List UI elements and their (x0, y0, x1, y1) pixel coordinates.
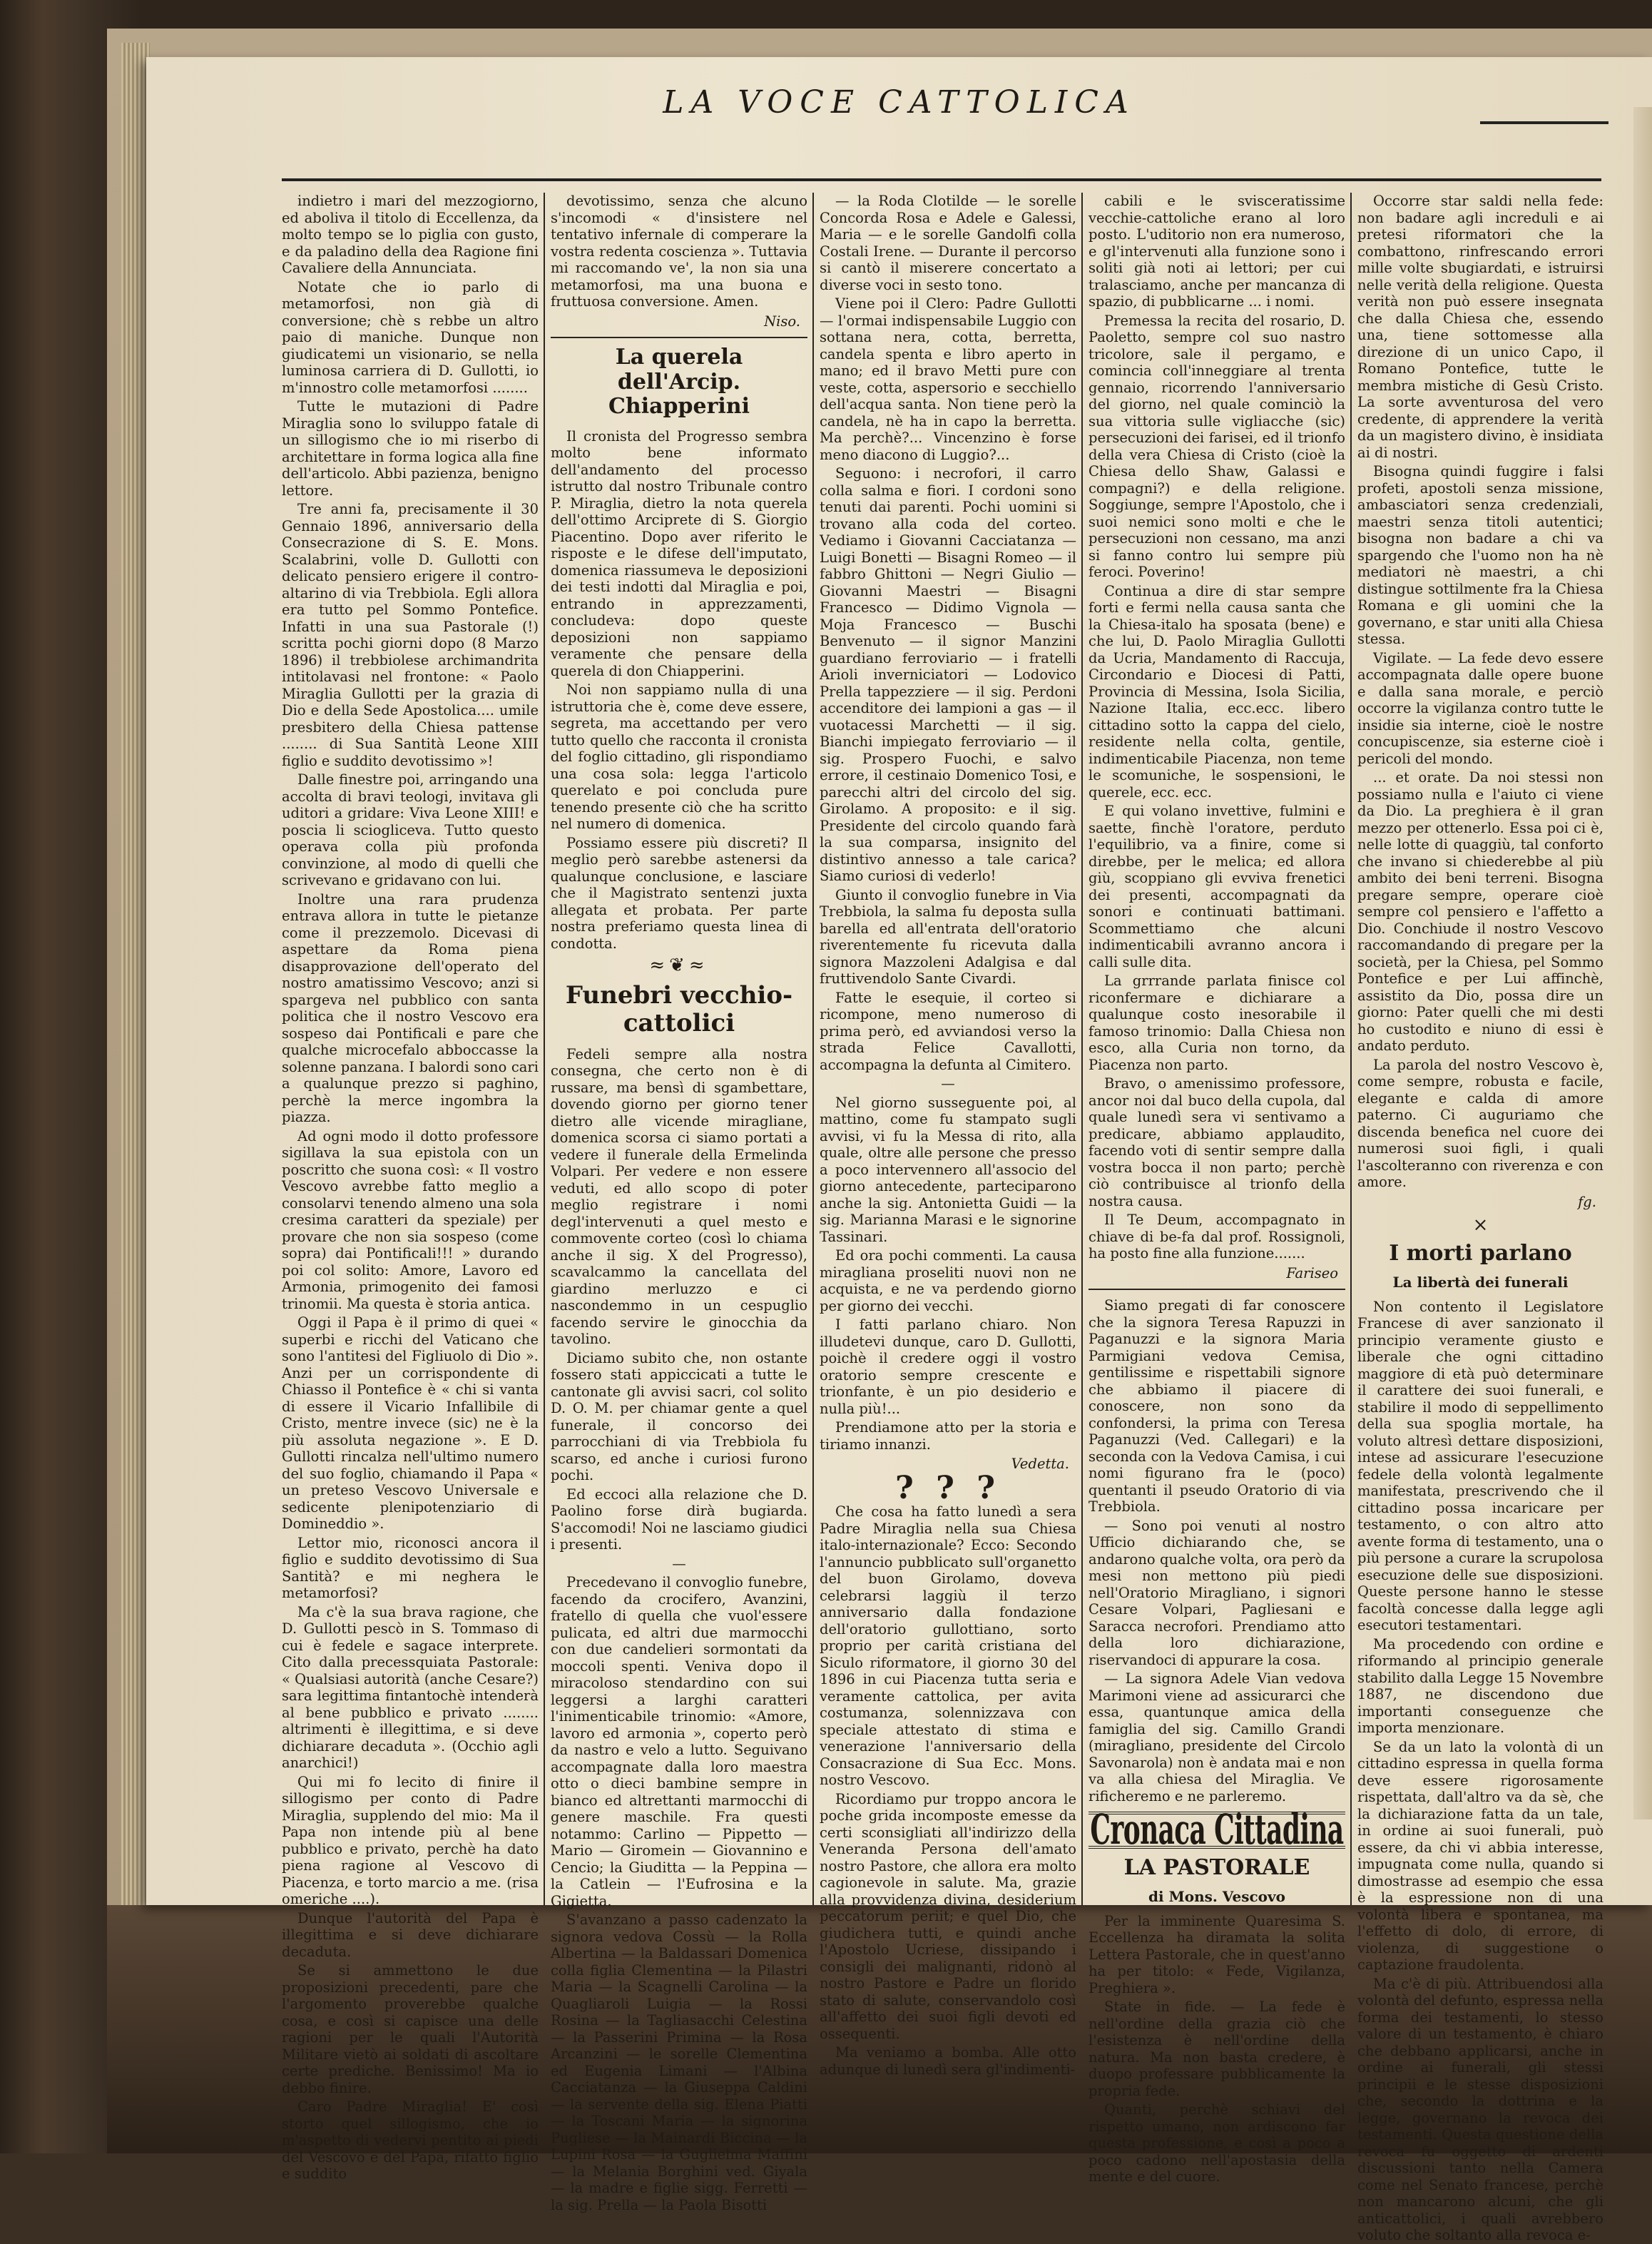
signature-vedetta: Vedetta. (1011, 1456, 1069, 1472)
paragraph: Tutte le mutazioni di Padre Miraglia sono lo sviluppo fatale di un sillogismo che io mi riserbo di architettare in forma logica alla fine dell'articolo. Abbi pazienza, benigno lettore. (282, 398, 539, 499)
paragraph: Tre anni fa, precisamente il 30 Gennaio 1896, anniversario della Consecrazione di S. E. Mons. Scalabrini, volle D. Gullotti con delicato pensiero erigere il contro-altarino di via Trebbiola. Egli allora era tutto pel Sommo Pontefice. Infatti in una sua Pastorale (!) scritta pochi giorni dopo (8 Marzo 1896) il trebbiolese archimandrita intitolavasi nel frontone: « Paolo Miraglia Gullotti per la grazia di Dio e della Sede Apostolica.... umile presbitero della Chiesa pattense ........ di Sua Santità Leone XIII figlio e suddito devotissimo »! (282, 501, 539, 769)
subheadline-pastorale: di Mons. Vescovo (1148, 1888, 1285, 1905)
paragraph: Possiamo essere più discreti? Il meglio però sarebbe astenersi da qualunque conclusione, e lasciare che il Magistrato sentenzi juxta allegata et probata. Per parte nostra preferiamo questa linea di condotta. (551, 834, 807, 952)
paragraph: S'avanzano a passo cadenzato la signora vedova Cossù — la Rolla Albertina — la Baldassari Domenica colla figlia Clementina — la Pilastri Maria — la Scagnelli Carolina — la Quagliaroli Luigia — la Rossi Rosina — la Tagliasacchi Celestina — la Passerini Primina — la Rosa Arcanzini — le sorelle Clementina ed Eugenia Limani — l'Albina Cacciatanza — la Giuseppa Caldini — la servente della sig. Elena Piatti — la Toscani Maria — la signorina Pugliese — la Mainardi Biccina — la Lupini Rosa — la Guglielma Maffini — la Melania Borghini ved. Giyala — la madre e figlie sigg. Ferretti — la sig. Prella — la Paola Bisotti (551, 1912, 807, 2213)
paragraph: Notate che io parlo di metamorfosi, non già di conversione; chè s rebbe un altro paio di maniche. Dunque non giudicatemi un visionario, se nella luminosa carriera di D. Gullotti, io m'innostro colle metamorfosi ........ (282, 278, 539, 396)
ornament: ≈❦≈ (649, 955, 709, 976)
adjacent-page-edge (1633, 107, 1652, 1819)
paragraph: Bravo, o amenissimo professore, ancor noi dal buco della cupola, dal quale lunedì sera vi sentivamo a predicare, abbiamo applaudito, facendo voti di sentir sempre dalla vostra bocca il non parto; perchè ciò contribuisce al trionfo della nostra causa. (1088, 1075, 1345, 1209)
paragraph: Il Te Deum, accompagnato in chiave di be-fa dal prof. Rossignoli, ha posto fine alla funzione....... (1088, 1212, 1345, 1261)
column-2-intro (551, 193, 807, 310)
paragraph: Il cronista del Progresso sembra molto bene informato dell'andamento del processo istrutto dal nostro Tribunale contro P. Miraglia, dietro la nota querela dell'ottimo Arciprete di S. Giorgio Piacentino. Dopo aver riferito le risposte e le difese dell'imputato, domenica riassumeva le deposizioni dei testi indotti dal Miraglia e poi, entrando in apprezzamenti, concludeva: dopo queste deposizioni non sappiamo veramente che pensare della querela di don Chiapperini. (551, 427, 807, 679)
column-divider-4 (1350, 193, 1352, 1905)
paragraph: indietro i mari del mezzogiorno, ed aboliva il titolo di Eccellenza, da molto tempo se lo piglia con gusto, e da paladino della dea Ragione fini Cavaliere della Annunciata. (282, 193, 539, 276)
headline-pastorale: LA PASTORALE (1123, 1854, 1310, 1880)
article-morti-body (1357, 1299, 1603, 2244)
paragraph: Premessa la recita del rosario, D. Paoletto, sempre col suo nastro tricolore, sale il pergamo, e comincia coll'inneggiare al trenta gennaio, ricorrendo l'anniversario del giorno, nel quale cominciò la sua vittoria sulle vigliacche (sic) persecuzioni dei farisei, ed il trionfo della vera Chiesa di Cristo (cioè la Chiesa dello Shaw, Galassi e compagni?) e della religione. Soggiunge, sempre l'Apostolo, che i suoi nemici sono molti e che le persecuzioni non cessano, ma anzi si fanno contro lui sempre più feroci. Poverino! (1088, 312, 1345, 580)
paragraph: cabili e le svisceratissime vecchie-cattoliche erano al loro posto. L'uditorio non era numeroso, e gl'intervenuti alla funzione sono i soliti già noti ai lettori; per cui tralasciamo, anche per mancanza di spazio, di pubblicarne ... i nomi. (1088, 193, 1345, 310)
paragraph: Ed ora pochi commenti. La causa miragliana proseliti nuovi non ne acquista, e ne va perdendo giorno per giorno dei vecchi. (820, 1247, 1076, 1314)
paragraph: Noi non sappiamo nulla di una istruttoria che è, come deve essere, segreta, ma accettando per vero tutto quello che racconta il cronista del foglio cittadino, gli rispondiamo una cosa sola: legga l'articolo querelato e poi concluda pure tenendo presente ciò che ha scritto nel numero di domenica. (551, 681, 807, 832)
section-header-cronaca: Cronaca Cittadina (1090, 1805, 1344, 1854)
paragraph: Dalle finestre poi, arringando una accolta di bravi teologi, invitava gli uditori a gridare: Viva Leone XIII! e poscia li sciogliceva. Tutto questo operava colla più profonda convinzione, al modo di quelli che scrivevano e gridavano con lui. (282, 771, 539, 888)
paragraph: Precedevano il convoglio funebre, facendo da crocifero, Avanzini, fratello di quella che vuol'essere pulicata, ed altri due marmocchi con due candelieri sormontati da moccoli spenti. Veniva dopo il miracoloso stendardino con sui leggersi a larghi caratteri l'inimenticabile trinomio: «Amore, lavoro ed armonia », coperto però da nastro e velo a lutto. Seguivano accompagnate dalla loro maestra otto o dieci bambine sempre in bianco ed altrettanti marmocchi di genere maschile. Fra questi notammo: Carlino — Pippetto — Mario — Giromein — Giovannino e Cencio; la Giuditta — la Peppina — la Catlein — l'Eufrosina e la Gigietta. (551, 1574, 807, 1909)
section-header-box (1088, 1805, 1345, 1854)
paragraph: Quanti, perchè schiavi del rispetto umano, non ardiscono far questa professione, e così a poco a poco cadono nell'apostasia della mente e del cuore. (1088, 2101, 1345, 2185)
headline-morti: I morti parlano (1389, 1240, 1572, 1266)
article-pastorale-body (1088, 1913, 1345, 2185)
paragraph: Continua a dire di star sempre forti e fermi nella causa santa che la Chiesa-italo ha sposata (bene) e che lui, D. Paolo Miraglia Gullotti da Ucria, Mandamento di Raccuja, Circondario e Diocesi di Patti, Provincia di Messina, Isola Sicilia, Nazione Italia, ecc.ecc. libero cittadino sotto la cappa del cielo, residente nella colta, gentile, indimenticabile Piacenza, non teme le scomuniche, le sospensioni, le querele, ecc. ecc. (1088, 582, 1345, 801)
newspaper-page (146, 57, 1652, 2243)
paragraph: Ma c'è di più. Attribuendosi alla volontà del defunto, espressa nella forma dei testamenti, lo stesso valore di un testamento, è chiaro che debbano applicarsi, anche in ordine ai funerali, gli stessi principii e le stesse disposizioni che, secondo la dottrina e la legge, governano la revoca dei testamenti. Questa questione della revoca fu oggetto di ardenti discussioni tanto nella Camera come nel Senato francese, perchè non mancarono alcuni, che gli anticattolici, i quali avrebbero voluto che soltanto alla revoca e- (1357, 1975, 1603, 2243)
headline-querela: La querela dell'Arcip. Chiapperini (608, 345, 750, 419)
paragraph: — (672, 1555, 686, 1572)
paragraph: — (941, 1075, 955, 1092)
column-2 (551, 193, 807, 2213)
article-anniversario-body (820, 1503, 1076, 2078)
article-pastorale-continued (1357, 193, 1603, 1191)
paragraph: Fatte le esequie, il corteo si ricompone, meno numeroso di prima però, ed avviandosi verso la strada Felice Cavallotti, accompagna la defunta al Cimitero. (820, 989, 1076, 1073)
paragraph: Ed eccoci alla relazione che D. Paolino forse dirà bugiarda. S'accomodi! Noi ne lasciamo giudici i presenti. (551, 1486, 807, 1553)
paragraph: ... et orate. Da noi stessi non possiamo nulla e l'aiuto ci viene da Dio. La preghiera è il gran mezzo per ottenerlo. Essa poi ci è, nelle lotte di quaggiù, tal conforto che invano si chiederebbe al più ambito dei beni terreni. Bisogna pregare sempre, operare cioè sempre col pensiero e l'affetto a Dio. Conchiude il nostro Vescovo raccomandando di pregare per la società, per la Chiesa, pel Sommo Pontefice e per Lui affinchè, assistito da Dio, possa dire un giorno: Pater quelli che mi desti ho custodito e niuno di essi è andato perduto. (1357, 769, 1603, 1054)
headline-question-marks: ? ? ? (895, 1469, 1001, 1506)
signature-niso: Niso. (764, 313, 800, 330)
paragraph: — la Roda Clotilde — le sorelle Concorda Rosa e Adele e Galessi, Maria — e le sorelle Gandolfi colla Costali Irene. — Durante il percorso si cantò il miserere concertato a diverse voci in sesto tono. (820, 193, 1076, 293)
article-anniversario-continued (1088, 193, 1345, 1262)
paragraph: Non contento il Legislatore Francese di aver sanzionato il principio veramente giusto e liberale che ogni cittadino maggiore di età può determinare il carattere dei suoi funerali, e stabilire il modo di seppellimento della sua spoglia mortale, ha voluto altresì dettare disposizioni, intese ad assicurare l'esecuzione fedele della volontà legalmente manifestata, prescrivendo che il cittadino possa incaricare per testamento, o con altro atto avente forma di testamento, una o più persone a curare la scrupolosa esecuzione delle sue disposizioni. Queste persone hanno le stesse facoltà concesse dalla legge agli esecutori testamentari. (1357, 1298, 1603, 1633)
paragraph: Seguono: i necrofori, il carro colla salma e fiori. I cordoni sono tenuti dai parenti. Pochi uomini si trovano alla coda del corteo. Vediamo i Giovanni Cacciatanza — Luigi Bonetti — Bisagni Romeo — il fabbro Ghittoni — Negri Giulio — Giovanni Maestri — Bisagni Francesco — Didimo Vignola — Moja Francesco — Buschi Benvenuto — il signor Manzini guardiano ferroviario — i fratelli Arioli inverniciatori — Lodovico Prella tappezziere — il sig. Perdoni accenditore dei lampioni a gas — il vuotacessi Marchetti — il sig. Bianchi impiegato ferroviario — il sig. Prospero Fuochi, e salvo errore, il cestinaio Domenico Tosi, e parecchi altri del circolo del sig. Girolamo. A proposito: e il sig. Presidente del circolo quando farà la sua comparsa, insignito del distintivo annesso a tale carica? Siamo curiosi di vederlo! (820, 465, 1076, 884)
column-divider-3 (1081, 193, 1083, 1905)
paragraph: Vigilate. — La fede devo essere accompagnata dalle opere buone e dalla sana morale, e perciò occorre la vigilanza contro tutte le insidie sia interne, cioè le nostre concupiscenze, sia esterne cioè i pericoli del mondo. (1357, 649, 1603, 767)
column-5 (1357, 193, 1603, 2243)
column-1 (282, 193, 539, 2182)
column-divider-2 (812, 193, 814, 1905)
paragraph: Qui mi fo lecito di finire il sillogismo per conto di Padre Miraglia, supplendo del mio: Ma il Papa non intende più al bene pubblico e privato, perchè ha dato piena ragione al Vescovo di Piacenza, e torto marcio a me. (risa omeriche ....). (282, 1773, 539, 1907)
masthead: LA VOCE CATTOLICA (663, 84, 1136, 121)
paragraph: Inoltre una rara prudenza entrava allora in tutte le pietanze come il prezzemolo. Dicevasi di aspettare da Roma piena disapprovazione dell'operato del nostro amatissimo Vescovo; anzi si spargeva nel pubblico con santa politica che il nostro Vescovo era sospeso dai Pontificali e pare che qualche microcefalo abboccasse la solenne panzana. I balordi sono cari a qualunque prezzo si paghino, perchè la merce ingombra la piazza. (282, 890, 539, 1125)
signature-fg: fg. (1578, 1193, 1596, 1210)
paragraph: Ma veniamo a bomba. Alle otto adunque di lunedì sera gl'indimenti- (820, 2044, 1076, 2078)
paragraph: Nel giorno susseguente poi, al mattino, come fu stampato sugli avvisi, vi fu la Messa di rito, alla quale, oltre alle persone che presso a poco intervennero all'associo del giorno antecedente, parteciparono anche la sig. Antonietta Guidi — la sig. Marianna Marasi e le signorine Tassinari. (820, 1094, 1076, 1245)
signature-fariseo: Fariseo (1286, 1264, 1338, 1281)
paragraph: I fatti parlano chiaro. Non illudetevi dunque, caro D. Gullotti, poichè il credere oggi il vostro oratorio sempre crescente e trionfante, è un pio desiderio e nulla più!... (820, 1316, 1076, 1417)
paper-stack-edge (121, 43, 150, 1912)
paragraph: State in fide. — La fede è nell'ordine della grazia ciò che l'esistenza è nell'ordine della natura. Ma non basta credere, è duopo professare pubblicamente la propria fede. (1088, 1999, 1345, 2099)
paragraph: Viene poi il Clero: Padre Gullotti — l'ormai indispensabile Luggio con sottana nera, cotta, berretta, candela spenta e libro aperto in mano; ed il bravo Metti pure con veste, cotta, aspersorio e secchiello dell'acqua santa. Non tiene però la candela, nè ha in capo la berretta. Ma perchè?... Vincenzino è forse meno diacono di Luggio?... (820, 295, 1076, 463)
paragraph: Giunto il convoglio funebre in Via Trebbiola, la salma fu deposta sulla barella ed all'entrata dell'oratorio riverentemente fu ricevuta dalla signora Mazzoleni Adalgisa e dal fruttivendolo Sante Civardi. (820, 886, 1076, 987)
rule (1088, 1289, 1345, 1290)
paragraph: Ad ogni modo il dotto professore sigillava la sua epistola con un poscritto che suona così: « Il vostro Vescovo avrebbe fatto meglio a consolarvi tenendo almeno una sola cresima caratteri da speziale) per provare che non sia sospeso (come sopra) dai Pontificali!!! » durando poi col solito: Amore, Lavoro ed Armonia, primogenito dei famosi trinomii. Ma questa è storia antica. (282, 1127, 539, 1312)
paragraph: Diciamo subito che, non ostante fossero stati appiccicati a tutte le cantonate gli avvisi sacri, col solito D. O. M. per chiamar gente a quel funerale, il concorso dei parrocchiani di via Trebbiola fu scarso, ed anche i curiosi furono pochi. (551, 1349, 807, 1484)
paragraph: E qui volano invettive, fulmini e saette, finchè l'oratore, perduto l'equilibrio, va a finire, come si direbbe, per le melica; ed allora giù, scoppiano gli evviva frenetici dei presenti, accompagnati da sonori e continuati battimani. Scommettiamo che alcuni indimenticabili avranno ancora i calli sulle dita. (1088, 803, 1345, 970)
paragraph: Oggi il Papa è il primo di quei « superbi e ricchi del Vaticano che sono l'antitesi del Figliuolo di Dio ». Anzi per un corrispondente di Chiasso il Pontefice è « chi si vanta di essere il Vicario Infallibile di Cristo, mentre invece (sic) ne è la più assoluta negazione ». E D. Gullotti rincalza nell'ultimo numero del suo foglio, chiamando il Papa « un preteso Vescovo Universale e sedicente plenipotenziario di Domineddio ». (282, 1314, 539, 1532)
article-funebri-continued (820, 193, 1076, 1453)
paragraph: Ma procedendo con ordine e riformando al principio generale stabilito dalla Legge 15 Novembre 1887, ne discendono due importanti conseguenze che importa menzionare. (1357, 1635, 1603, 1736)
paragraph: Bisogna quindi fuggire i falsi profeti, apostoli senza missione, ambasciatori senza credenziali, maestri senza titoli autentici; bisogna non badare a chi va spargendo che l'uomo non ha nè mediatori nè maestri, a chi distingue sottilmente fra la Chiesa Romana e gli uomini che la governano, e star uniti alla Chiesa stessa. (1357, 463, 1603, 647)
article-funebri-body (551, 1046, 807, 2214)
paragraph: Siamo pregati di far conoscere che la signora Teresa Rapuzzi in Paganuzzi e la signora Maria Parmigiani vedova Cemisa, gentilissime e rispettabili signore che abbiamo il piacere di conoscere, non sono da confondersi, la prima con Teresa Paganuzzi (Ved. Callegari) e la seconda con la Vedova Camisa, i cui nomi figurano fra le (poco) quentanti il pseudo Oratorio di via Trebbiola. (1088, 1297, 1345, 1515)
paragraph: Che cosa ha fatto lunedì a sera Padre Miraglia nella sua Chiesa italo-internazionale? Ecco: Secondo l'annuncio pubblicato sull'organetto del buon Girolamo, doveva celebrarsi laggiù il terzo anniversario dalla fondazione dell'oratorio gullottiano, sorto proprio per carità cristiana del Siculo riformatore, il giorno 30 del 1896 in cui Piacenza tutta seria e veramente cattolica, per avita costumanza, solennizzava con speciale attestato di stima e venerazione l'anniversario della Consacrazione di Sua Ecc. Mons. nostro Vescovo. (820, 1503, 1076, 1788)
notices-body (1088, 1297, 1345, 1804)
paragraph: La parola del nostro Vescovo è, come sempre, robusta e facile, elegante e calda di amore paterno. Ci auguriamo che discenda benefica nel cuore dei numerosi suoi figli, i quali l'ascolteranno con riverenza e con amore. (1357, 1056, 1603, 1190)
paragraph: devotissimo, senza che alcuno s'incomodi « d'insistere nel tentativo infernale di comperare la vostra redenta coscienza ». Tuttavia mi raccomando ve', la non sia una metamorfosi, ma una buona e fruttuosa conversione. Amen. (551, 193, 807, 310)
rule (551, 337, 807, 338)
paragraph: Occorre star saldi nella fede: non badare agli increduli e ai pretesi riformatori che la combattono, rinfrescando errori mille volte sbugiardati, e istruirsi nelle verità della religione. Questa verità non può essere insegnata che dalla Chiesa che, essendo una, tiene sottomesse alla direzione di un unico Capo, il Romano Pontefice, tutte le membra mistiche di Gesù Cristo. La sorte avventurosa del vero credente, di apprendere la verità da un magistero divino, è insidiata ai di nostri. (1357, 193, 1603, 461)
paragraph: Se si ammettono le due proposizioni precedenti, pare che l'argomento proverebbe qualche cosa, e così si capisce una delle ragioni per le quali l'Autorità Militare vietò ai soldati di ascoltare certe prediche. Benissimo! Ma io debbo finire. (282, 1962, 539, 2096)
paragraph: Dunque l'autorità del Papa è illegittima e si deve dichiarare decaduta. (282, 1909, 539, 1960)
paragraph: — Sono poi venuti al nostro Ufficio dichiarando che, se andarono qualche volta, ora però da mesi non mettono più piedi nell'Oratorio Miragliano, i signori Cesare Volpari, Pagliesani e Saracca necrofori. Prendiamo atto della loro dichiarazione, riservandoci di appurare la cosa. (1088, 1517, 1345, 1668)
paragraph: La grrrande parlata finisce col riconfermare e dichiarare a qualunque costo inesorabile il famoso trinomio: Dalla Chiesa non esco, alla Curia non torno, da Piacenza non parto. (1088, 973, 1345, 1073)
paragraph: Per la imminente Quaresima S. Eccellenza ha diramata la solita Lettera Pastorale, che in quest'anno ha per titolo: « Fede, Vigilanza, Preghiera ». (1088, 1912, 1345, 1996)
column-1-body (282, 193, 539, 2183)
paragraph: Prendiamone atto per la storia e tiriamo innanzi. (820, 1419, 1076, 1453)
subheadline-morti: La libertà dei funerali (1392, 1274, 1569, 1291)
top-rule (282, 178, 1601, 181)
paragraph: Caro Padre Miraglia! E' così storto quel sillogismo, che io m'aspetto di vedervi pentito ai piedi del Vescovo e del Papa, rifatto figlio e suddito (282, 2098, 539, 2182)
paragraph: Se da un lato la volontà di un cittadino espressa in quella forma deve essere rigorosamente rispettata, dall'altro va da sè, che la dichiarazione fatta da un tale, in ordine ai suoi funerali, può essere, da chi vi abbia interesse, impugnata come nulla, quando si dimostrasse ad esempio che essa è la espressione non di una volontà libera e spontanea, ma l'effetto di dolo, di errore, di violenza, di suggestione o captazione fraudolenta. (1357, 1738, 1603, 1973)
headline-funebri: Funebri vecchio-cattolici (565, 980, 793, 1037)
paragraph: Fedeli sempre alla nostra consegna, che certo non è di russare, ma bensì di sgambettare, dovendo giorno per giorno tener dietro alle vicende miragliane, domenica scorsa ci siamo portati a vedere il funerale della Ermelinda Volpari. Per vedere e non essere veduti, ed allo scopo di poter meglio registrare i nomi degl'intervenuti a quel mesto e commovente corteo (così lo chiama anche il sig. X del Progresso), scavalcammo la cancellata del giardino merluzzo e ci nascondemmo in un cespuglio facendo servire le ginocchia da tavolino. (551, 1045, 807, 1348)
paragraph: — La signora Adele Vian vedova Marimoni viene ad assicurarci che essa, quantunque amica della famiglia del sig. Camillo Grandi (miragliano, presidente del Circolo Savonarola) non è andata mai e non va alla chiesa del Miraglia. Ve rificheremo e ne parleremo. (1088, 1670, 1345, 1804)
column-3 (820, 193, 1076, 2078)
column-divider-1 (544, 193, 545, 1905)
masthead-rule (1480, 121, 1608, 124)
article-querela-body (551, 428, 807, 953)
column-4 (1088, 193, 1345, 2185)
cross-icon: × (1472, 1214, 1489, 1236)
paragraph: Ricordiamo pur troppo ancora le poche grida incomposte emesse da certi sconsigliati all'indirizzo della Veneranda Persona dell'amato nostro Pastore, che allora era molto cagionevole in salute. Ma, grazie alla provvidenza divina, desiderium peccatorum periit; e quel Dio, che giudichera tutti, e quindi anche l'Apostolo Ucriese, dissipando i consigli dei malignanti, ridonò al nostro Pastore e Padre un florido stato di salute, conservandolo così all'affetto dei suoi figli devoti ed ossequenti. (820, 1790, 1076, 2042)
paragraph: Ma c'è la sua brava ragione, che D. Gullotti pescò in S. Tommaso di cui è fedele e sagace interprete. Cito dalla precessquiata Pastorale: « Qualsiasi autorità (anche Cesare?) sara legittima fintantochè intenderà al bene pubblico e privato ........ altrimenti è illegittima, e si deve dichiarare decaduta ». (Occhio agli anarchici!) (282, 1603, 539, 1771)
paragraph: Lettor mio, riconosci ancora il figlio e suddito devotissimo di Sua Santità? e mi neghera le metamorfosi? (282, 1534, 539, 1601)
